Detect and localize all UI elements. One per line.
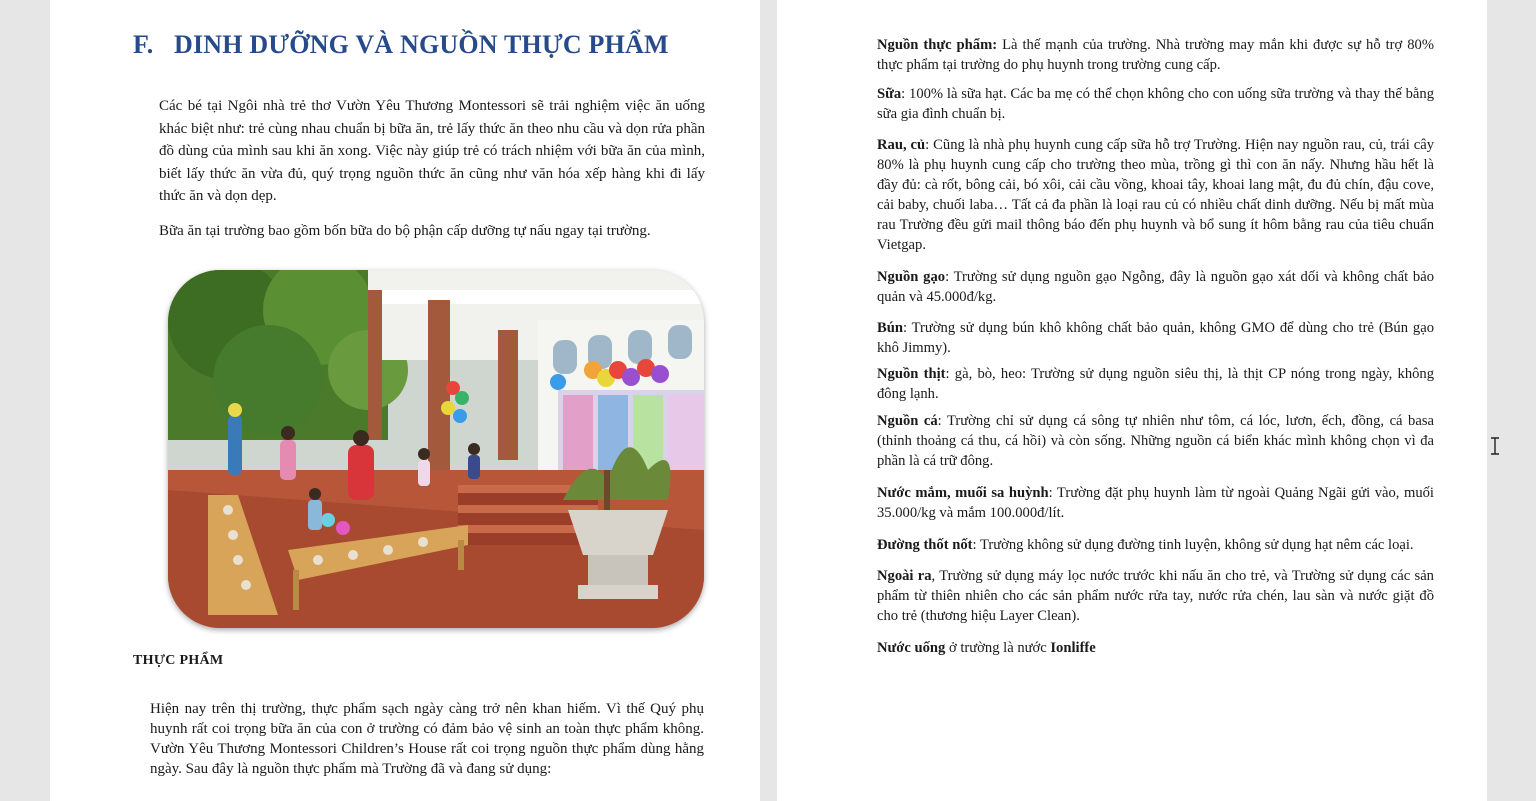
rice-item xyxy=(877,267,1434,307)
drinking-water-item xyxy=(877,638,1434,658)
food-source-item xyxy=(877,35,1434,75)
document-page-right xyxy=(777,0,1487,801)
item-text: : Trường sử dụng bún khô không chất bảo quản, không GMO để dùng cho trẻ (Bún gạo khô Jimmy). xyxy=(877,320,1434,356)
item-label: Bún xyxy=(877,320,903,336)
text-cursor-icon xyxy=(1489,437,1501,455)
heading-number: F. xyxy=(133,30,154,59)
item-text: Là thế mạnh của trường. Nhà trường may mắn khi được sự hỗ trợ 80% thực phẩm tại trường do phụ huynh trong trường cung cấp. xyxy=(877,37,1434,73)
milk-item xyxy=(877,84,1434,124)
meals-paragraph: Bữa ăn tại trường bao gồm bốn bữa do bộ phận cấp dưỡng tự nấu ngay tại trường. xyxy=(159,223,651,239)
item-text: : gà, bò, heo: Trường sử dụng nguồn siêu thị, là thịt CP nóng trong ngày, không đông lạnh. xyxy=(877,366,1435,402)
document-page-left xyxy=(50,0,760,801)
item-label: Đường thốt nốt xyxy=(877,537,973,553)
meat-item xyxy=(877,364,1434,404)
item-label: Sữa xyxy=(877,86,902,102)
photo-illustration xyxy=(168,270,704,628)
other-item xyxy=(877,566,1434,626)
food-paragraph: Hiện nay trên thị trường, thực phẩm sạch ngày càng trở nên khan hiếm. Vì thế Quý phụ huynh rất coi trọng bữa ăn của con ở trường có đảm bảo vệ sinh an toàn thực phẩm không. Vườn Yêu Thương Montessori Children’s House rất coi trọng nguồn thực phẩm dùng hằng ngày. Sau đây là nguồn thực phẩm mà Trường đã và đang sử dụng: xyxy=(150,701,704,777)
item-label: Nguồn thực phẩm: xyxy=(877,37,998,53)
noodle-item xyxy=(877,318,1434,358)
item-label: Nước uống xyxy=(877,640,946,656)
item-label: Ngoài ra xyxy=(877,568,932,584)
item-text: : Trường không sử dụng đường tinh luyện, không sử dụng hạt nêm các loại. xyxy=(972,537,1414,553)
item-text: : Trường đặt phụ huynh làm từ ngoài Quảng Ngãi gửi vào, muối 35.000/kg và mắm 100.000đ/lít. xyxy=(877,485,1434,521)
item-text: : Trường chỉ sử dụng cá sông tự nhiên như tôm, cá lóc, lươn, ếch, đồng, cá basa (thỉnh thoảng cá thu, cá hồi) và còn sống. Những nguồn cá biển khác mình không chọn vì đa phần là cá trữ đông. xyxy=(877,413,1434,469)
item-label: Nguồn thịt xyxy=(877,366,946,382)
fish-sauce-salt-item xyxy=(877,483,1434,523)
item-text: , Trường sử dụng máy lọc nước trước khi nấu ăn cho trẻ, và Trường sử dụng các sản phẩm từ thiên nhiên cho các sản phẩm nước rửa tay, nước rửa chén, lau sàn và nước giặt đồ cho trẻ (thương hiệu Layer Clean). xyxy=(877,568,1434,624)
item-text: : Cũng là nhà phụ huynh cung cấp sữa hỗ trợ Trường. Hiện nay nguồn rau, củ, trái cây 80% là phụ huynh cung cấp cho trường theo mùa, trồng gì thì con ăn nấy. Nhưng hầu hết là đầy đủ: cà rốt, bông cải, bó xôi, cải cầu vồng, khoai tây, khoai lang mật, đu đủ chín, đậu cove, cải baby, chuối laba… Tất cả đa phần là loại rau củ có nhiều chất dinh dưỡng. Nếu bị mất mùa rau Trường đều gửi mail thông báo đến phụ huynh và bổ sung ít hôm bằng rau của tiêu chuẩn Vietgap. xyxy=(877,137,1435,253)
palm-sugar-item xyxy=(877,535,1434,555)
schoolyard-photo xyxy=(168,270,704,628)
water-brand: Ionliffe xyxy=(1050,640,1096,656)
section-heading-thuc-pham: THỰC PHẨM xyxy=(133,653,224,668)
item-label: Rau, củ xyxy=(877,137,926,153)
fish-item xyxy=(877,411,1434,471)
heading-title: DINH DƯỠNG VÀ NGUỒN THỰC PHẨM xyxy=(174,30,669,59)
item-label: Nguồn cá xyxy=(877,413,938,429)
section-heading-f xyxy=(133,30,669,60)
item-text: : Trường sử dụng nguồn gạo Ngỗng, đây là nguồn gạo xát dối và không chất bảo quản và 45.000đ/kg. xyxy=(877,269,1434,305)
vegetables-item xyxy=(877,135,1434,255)
item-text: : 100% là sữa hạt. Các ba mẹ có thể chọn không cho con uống sữa trường và thay thế bằng sữa gia đình chuẩn bị. xyxy=(877,86,1434,122)
intro-paragraph: Các bé tại Ngôi nhà trẻ thơ Vườn Yêu Thương Montessori sẽ trải nghiệm việc ăn uống khác biệt như: trẻ cùng nhau chuẩn bị bữa ăn, trẻ lấy thức ăn theo nhu cầu và dọn rửa phần đồ dùng của mình sau khi ăn xong. Việc này giúp trẻ có trách nhiệm với bữa ăn của mình, biết lấy thức ăn vừa đủ, quý trọng nguồn thức ăn cũng như văn hóa xếp hàng khi đi lấy thức ăn và dọn dẹp. xyxy=(159,98,705,204)
item-text: ở trường là nước xyxy=(945,640,1051,656)
item-label: Nước mắm, muối sa huỳnh xyxy=(877,485,1049,501)
item-label: Nguồn gạo xyxy=(877,269,946,285)
